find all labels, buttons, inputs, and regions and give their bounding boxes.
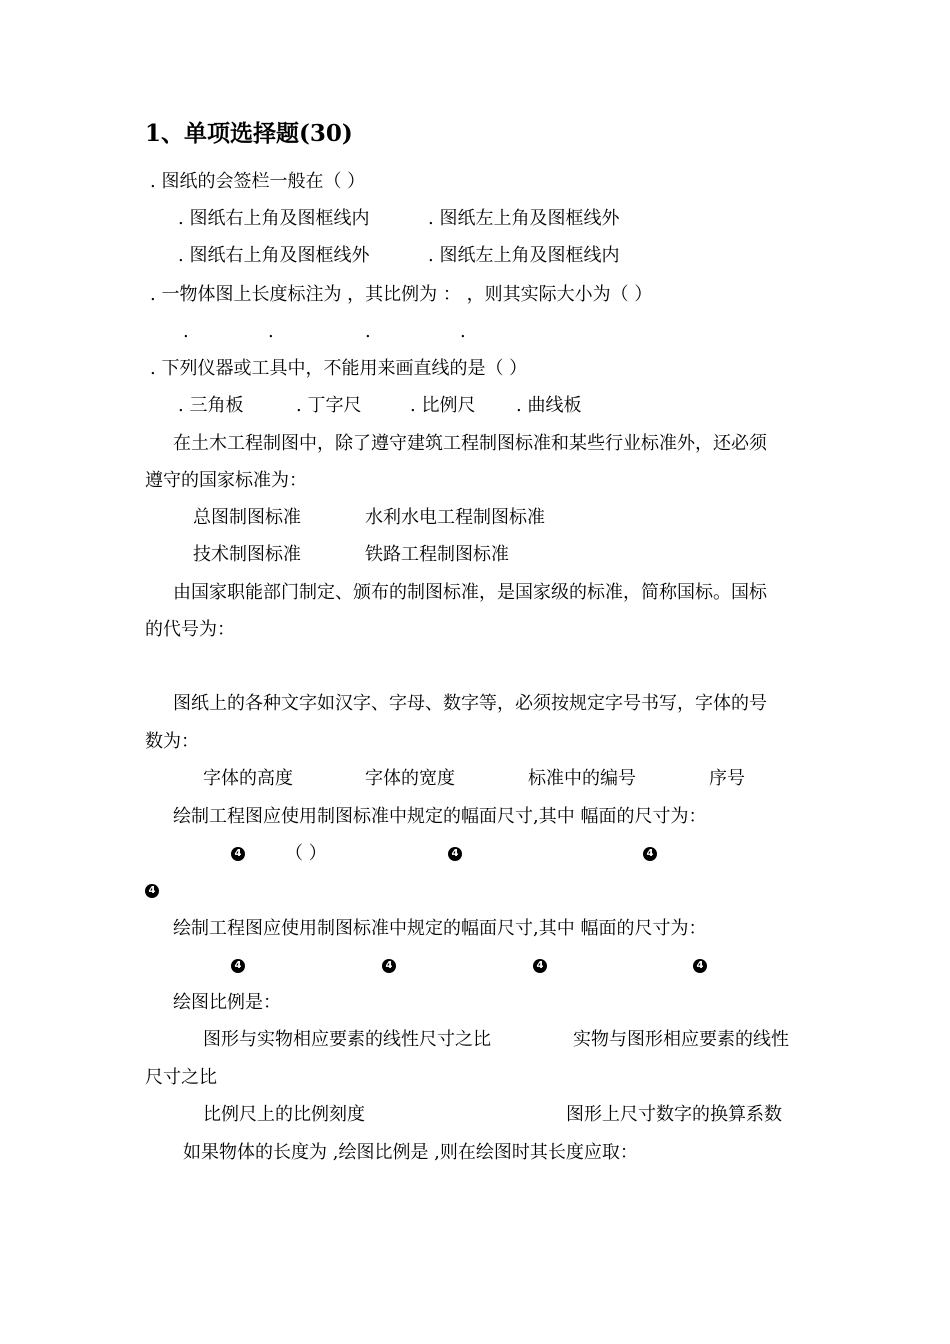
q7-option-a-paren: （ ） xyxy=(285,843,327,864)
q1-option-d: . 图纸左上角及图框线内 xyxy=(428,245,620,266)
q9-option-a: 图形与实物相应要素的线性尺寸之比 xyxy=(203,1029,491,1050)
q4-option-b: 水利水电工程制图标准 xyxy=(365,507,545,528)
q8-option-a-bullet-icon: 4 xyxy=(231,959,245,973)
q1-stem: . 图纸的会签栏一般在（ ） xyxy=(150,171,366,192)
q7-option-a-bullet-icon: 4 xyxy=(231,847,245,861)
q8-option-c-bullet-icon: 4 xyxy=(533,959,547,973)
q7-option-b-bullet-icon: 4 xyxy=(448,847,462,861)
q8-option-d-bullet-icon: 4 xyxy=(693,959,707,973)
q4-option-d: 铁路工程制图标准 xyxy=(365,544,509,565)
q9-option-c: 比例尺上的比例刻度 xyxy=(203,1104,365,1125)
q7-option-d-bullet-icon: 4 xyxy=(145,884,159,898)
q8-stem: 绘制工程图应使用制图标准中规定的幅面尺寸,其中 幅面的尺寸为： xyxy=(173,918,707,939)
q1-option-a: . 图纸右上角及图框线内 xyxy=(178,208,370,229)
q3-option-c: . 比例尺 xyxy=(410,395,476,416)
q10-stem: 如果物体的长度为 ,绘图比例是 ,则在绘图时其长度应取： xyxy=(183,1142,638,1163)
q7-stem: 绘制工程图应使用制图标准中规定的幅面尺寸,其中 幅面的尺寸为： xyxy=(173,806,707,827)
q4-stem-line2: 遵守的国家标准为： xyxy=(145,470,307,491)
q6-option-c: 标准中的编号 xyxy=(528,768,636,789)
q6-stem-line2: 数为： xyxy=(145,731,199,752)
q3-option-d: . 曲线板 xyxy=(516,395,582,416)
q3-option-b: . 丁字尺 xyxy=(296,395,362,416)
q9-option-b-cont: 尺寸之比 xyxy=(145,1067,217,1088)
q2-option-d: . xyxy=(460,321,466,342)
q9-option-d: 图形上尺寸数字的换算系数 xyxy=(566,1104,782,1125)
q5-stem-line1: 由国家职能部门制定、颁布的制图标准，是国家级的标准，简称国标。国标 xyxy=(173,582,767,603)
q3-stem: . 下列仪器或工具中，不能用来画直线的是（ ） xyxy=(150,358,528,379)
q6-stem-line1: 图纸上的各种文字如汉字、字母、数字等，必须按规定字号书写，字体的号 xyxy=(173,693,767,714)
q2-option-b: . xyxy=(268,321,274,342)
q7-option-c-bullet-icon: 4 xyxy=(643,847,657,861)
q2-option-c: . xyxy=(365,321,371,342)
q1-option-b: . 图纸左上角及图框线外 xyxy=(428,208,620,229)
q6-option-a: 字体的高度 xyxy=(203,768,293,789)
q2-stem: . 一物体图上长度标注为 ，其比例为 ： ，则其实际大小为（ ） xyxy=(150,284,653,305)
section-heading: 1、单项选择题(30) xyxy=(145,120,353,147)
q4-option-a: 总图制图标准 xyxy=(193,507,301,528)
q1-option-c: . 图纸右上角及图框线外 xyxy=(178,245,370,266)
q3-option-a: . 三角板 xyxy=(178,395,244,416)
q2-option-a: . xyxy=(183,321,189,342)
q5-stem-line2: 的代号为： xyxy=(145,619,235,640)
q9-stem: 绘图比例是： xyxy=(173,992,281,1013)
q4-stem-line1: 在土木工程制图中，除了遵守建筑工程制图标准和某些行业标准外，还必须 xyxy=(173,433,767,454)
q9-option-b: 实物与图形相应要素的线性 xyxy=(573,1029,789,1050)
q6-option-b: 字体的宽度 xyxy=(365,768,455,789)
q4-option-c: 技术制图标准 xyxy=(193,544,301,565)
q8-option-b-bullet-icon: 4 xyxy=(382,959,396,973)
q6-option-d: 序号 xyxy=(709,768,745,789)
